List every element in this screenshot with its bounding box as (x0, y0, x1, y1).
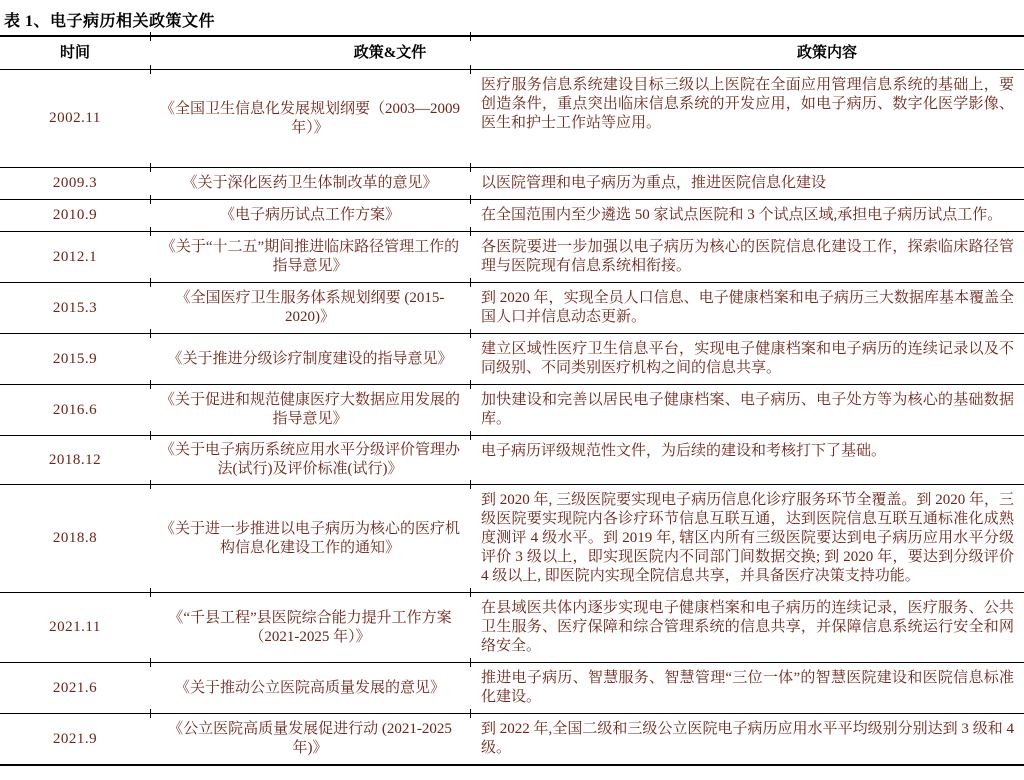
cell-policy-content: 加快建设和完善以居民电子健康档案、电子病历、电子处方等为核心的基础数据库。 (481, 392, 1014, 427)
cell-date: 2009.3 (52, 175, 98, 191)
table-row (0, 167, 1024, 199)
cell-policy-title: 《全国医疗卫生服务体系规划纲要 (2015-2020)》 (175, 290, 445, 325)
cell-date: 2012.1 (52, 248, 98, 265)
cell-date: 2018.12 (48, 451, 102, 468)
table-row (0, 384, 1024, 435)
cell-policy-content: 到 2022 年,全国二级和三级公立医院电子病历应用水平平均级别分别达到 3 级和 4 级。 (481, 721, 1014, 756)
cell-policy-title: 《“千县工程”县医院综合能力提升工作方案（2021-2025 年）》 (168, 609, 452, 645)
cell-policy-title: 《关于进一步推进以电子病历为核心的医疗机构信息化建设工作的通知》 (159, 520, 460, 556)
cell-policy-content: 在全国范围内至少遴选 50 家试点医院和 3 个试点区域,承担电子病历试点工作。 (481, 207, 1003, 223)
cell-policy-title: 《关于“十二五”期间推进临床路径管理工作的指导意见》 (160, 239, 460, 274)
policy-table (0, 35, 1024, 766)
cell-date: 2015.3 (52, 299, 98, 316)
cell-policy-content: 建立区域性医疗卫生信息平台，实现电子健康档案和电子病历的连续记录以及不同级别、不同类别医疗机构之间的信息共享。 (481, 341, 1014, 376)
cell-date: 2015.9 (52, 350, 98, 367)
cell-policy-content: 到 2020 年, 三级医院要实现电子病历信息化诊疗服务环节全覆盖。到 2020 年，三级医院要实现院内各诊疗环节信息互联互通，达到医院信息互联互通标准化成熟度测评 4 级水平。到 2019 年, 辖区内所有三级医院要达到电子病历应用水平分级评价 3 级以上，即实现医院内不同部门间数据交换; 到 2020 年，要达到分级评价 4 级以上, 即医院内实现全院信息共享，并具备医疗决策支持功能。 (481, 492, 1014, 584)
cell-date: 2021.11 (49, 619, 101, 635)
cell-date: 2010.9 (52, 207, 98, 223)
table-row (0, 282, 1024, 333)
table-row (0, 662, 1024, 713)
cell-policy-title: 《公立医院高质量发展促进行动 (2021-2025 年)》 (168, 721, 452, 756)
table-row (0, 435, 1024, 484)
cell-policy-title: 《关于推动公立医院高质量发展的意见》 (174, 679, 445, 696)
cell-policy-content: 各医院要进一步加强以电子病历为核心的医院信息化建设工作，探索临床路径管理与医院现有信息系统相衔接。 (481, 239, 1014, 274)
table-row (0, 713, 1024, 764)
table-row (0, 69, 1024, 167)
table-row (0, 592, 1024, 662)
cell-date: 2021.6 (52, 679, 98, 696)
cell-policy-content: 电子病历评级规范性文件，为后续的建设和考核打下了基础。 (481, 443, 887, 459)
cell-policy-content: 医疗服务信息系统建设目标三级以上医院在全面应用管理信息系统的基础上，要创造条件，重点突出临床信息系统的开发应用，如电子病历、数字化医学影像、医生和护士工作站等应用。 (481, 77, 1014, 131)
cell-policy-content: 推进电子病历、智慧服务、智慧管理“三位一体”的智慧医院建设和医院信息标准化建设。 (481, 670, 1014, 705)
cell-policy-content: 以医院管理和电子病历为重点，推进医院信息化建设 (481, 175, 827, 191)
cell-date: 2002.11 (49, 110, 101, 126)
cell-date: 2016.6 (52, 401, 98, 418)
table-row (0, 484, 1024, 592)
cell-policy-title: 《关于促进和规范健康医疗大数据应用发展的指导意见》 (159, 392, 460, 427)
cell-policy-title: 《全国卫生信息化发展规划纲要（2003—2009 年）》 (159, 100, 460, 136)
cell-policy-content: 在县域医共体内逐步实现电子健康档案和电子病历的连续记录，医疗服务、公共卫生服务、医疗保障和综合管理系统的信息共享，并保障信息系统运行安全和网络安全。 (481, 600, 1014, 654)
table-row (0, 333, 1024, 384)
column-header-policy-file: 政策&文件 (353, 44, 427, 61)
table-row (0, 199, 1024, 231)
column-header-time: 时间 (59, 44, 90, 61)
cell-policy-title: 《关于推进分级诊疗制度建设的指导意见》 (167, 350, 453, 367)
column-header-policy-content: 政策内容 (796, 44, 857, 61)
cell-policy-title: 《电子病历试点工作方案》 (219, 207, 400, 223)
cell-date: 2018.8 (52, 530, 98, 546)
table-title: 表 1、电子病历相关政策文件 (4, 13, 216, 30)
table-header-row (0, 35, 1024, 69)
cell-policy-title: 《关于深化医药卫生体制改革的意见》 (182, 175, 438, 191)
cell-policy-title: 《关于电子病历系统应用水平分级评价管理办法(试行)及评价标准(试行)》 (159, 442, 460, 477)
table-row (0, 231, 1024, 282)
cell-date: 2021.9 (52, 730, 98, 747)
cell-policy-content: 到 2020 年，实现全员人口信息、电子健康档案和电子病历三大数据库基本覆盖全国人口并信息动态更新。 (481, 290, 1014, 325)
